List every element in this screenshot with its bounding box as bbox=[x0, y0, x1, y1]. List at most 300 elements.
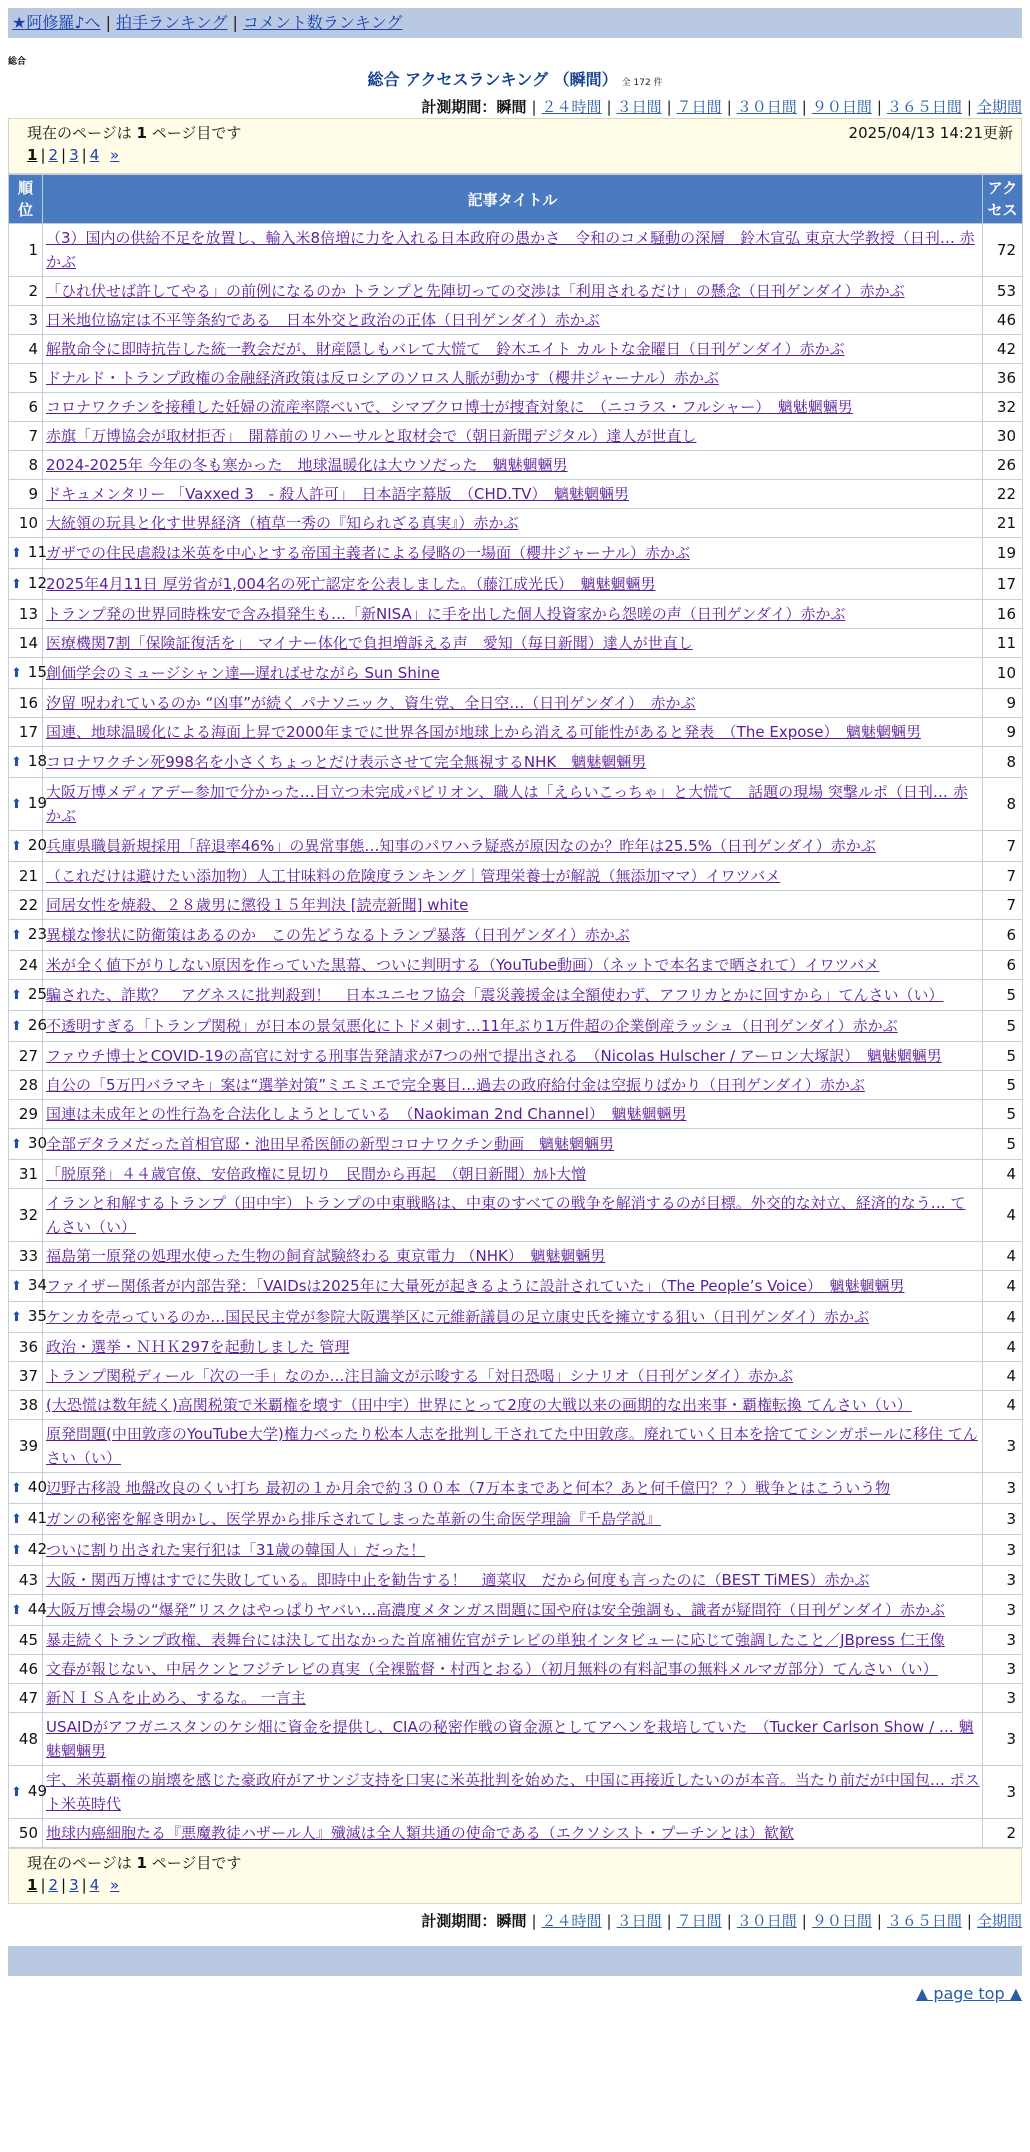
table-row bbox=[9, 1655, 1023, 1684]
table-row bbox=[9, 1302, 1023, 1333]
table-row bbox=[9, 980, 1023, 1011]
rank-cell bbox=[9, 509, 43, 538]
title-cell bbox=[43, 569, 983, 600]
article-title-link[interactable]: 宇、米英覇権の崩壊を感じた豪政府がアサンジ支持を口実に米英批判を始めた、中国に再接近したいのが本音。当たり前だが中国包… ポスト米英時代 bbox=[46, 1771, 980, 1813]
article-title-link[interactable]: 日米地位協定は不平等条約である 日本外交と政治の正体（日刊ゲンダイ）赤かぶ bbox=[46, 311, 600, 329]
article-title-link[interactable]: 米が全く値下がりしない原因を作っていた黒幕、ついに判明する（YouTube動画）（ネットで本名まで晒されて）イワツバメ bbox=[46, 956, 880, 974]
rank-number: 25 bbox=[27, 985, 47, 1003]
table-row bbox=[9, 1271, 1023, 1302]
up-arrow-icon: ⬆ bbox=[11, 797, 22, 812]
rank-cell bbox=[9, 1391, 43, 1420]
article-title-link[interactable]: 2025年4月11日 厚労省が1,004名の死亡認定を公表しました。（藤江成光氏） 魑魅魍魎男 bbox=[46, 575, 656, 593]
article-title-link[interactable]: （これだけは避けたい添加物）人工甘味料の危険度ランキング｜管理栄養士が解説（無添加ママ）イワツバメ bbox=[46, 867, 781, 885]
access-count: 6 bbox=[983, 951, 1023, 980]
article-title-link[interactable]: 異様な惨状に防衛策はあるのか この先どうなるトランプ暴落（日刊ゲンダイ）赤かぶ bbox=[46, 926, 630, 944]
access-count: 5 bbox=[983, 1100, 1023, 1129]
table-row bbox=[9, 277, 1023, 306]
title-cell bbox=[43, 393, 983, 422]
access-count: 5 bbox=[983, 1071, 1023, 1100]
article-title-link[interactable]: 赤旗「万博協会が取材拒否」 開幕前のリハーサルと取材会で（朝日新聞デジタル）達人が世直し bbox=[46, 427, 697, 445]
article-title-link[interactable]: 新ＮＩＳＡを止めろ、するな。 一言主 bbox=[46, 1689, 306, 1707]
table-row bbox=[9, 1473, 1023, 1504]
rank-number: 11 bbox=[27, 543, 47, 561]
up-arrow-icon: ⬆ bbox=[11, 1310, 22, 1325]
access-count: 3 bbox=[983, 1420, 1023, 1473]
period-option[interactable]: ２４時間 bbox=[541, 98, 602, 116]
period-option[interactable]: ３日間 bbox=[616, 1912, 662, 1930]
article-title-link[interactable]: ドキュメンタリー 「Vaxxed 3 - 殺人許可」 日本語字幕版 （CHD.TV） 魑魅魍魎男 bbox=[46, 485, 629, 503]
period-separator: | bbox=[801, 1912, 807, 1930]
pager-page-link[interactable]: 4 bbox=[89, 1876, 100, 1894]
rank-number: 32 bbox=[18, 1206, 38, 1224]
title-cell bbox=[43, 509, 983, 538]
article-title-link[interactable]: 大阪・関西万博はすでに失敗している。即時中止を勧告する！ 適菜収 だから何度も言ったのに（BEST TiMES）赤かぶ bbox=[46, 1571, 870, 1589]
period-separator: | bbox=[966, 98, 972, 116]
article-title-link[interactable]: 辺野古移設 地盤改良のくい打ち 最初の１か月余で約３００本（7万本まであと何本？あと何千億円？？）戦争とはこういう物 bbox=[46, 1479, 891, 1497]
article-title-link[interactable]: USAIDがアフガニスタンのケシ畑に資金を提供し、CIAの秘密作戦の資金源としてアヘンを栽培していた （Tucker Carlson Show / … 魑魅魍魎男 bbox=[46, 1718, 974, 1760]
up-arrow-icon: ⬆ bbox=[11, 577, 22, 592]
up-arrow-icon: ⬆ bbox=[11, 1785, 22, 1800]
title-cell bbox=[43, 1566, 983, 1595]
rank-number: 8 bbox=[28, 456, 38, 474]
access-count: 2 bbox=[983, 1819, 1023, 1848]
access-count: 3 bbox=[983, 1626, 1023, 1655]
ranking-table bbox=[8, 174, 1023, 1848]
title-cell bbox=[43, 1473, 983, 1504]
rank-number: 34 bbox=[27, 1276, 47, 1294]
period-option[interactable]: ３０日間 bbox=[736, 98, 797, 116]
article-title-link[interactable]: ファウチ博士とCOVID-19の高官に対する刑事告発請求が7つの州で提出される （Nicolas Hulscher / アーロン大塚訳） 魑魅魍魎男 bbox=[46, 1047, 942, 1065]
title-cell bbox=[43, 422, 983, 451]
rank-number: 29 bbox=[18, 1105, 38, 1123]
article-title-link[interactable]: ケンカを売っているのか…国民民主党が参院大阪選挙区に元維新議員の足立康史氏を擁立する狙い（日刊ゲンダイ）赤かぶ bbox=[46, 1308, 870, 1326]
rank-number: 15 bbox=[27, 663, 47, 681]
article-title-link[interactable]: 地球内癌細胞たる『悪魔教徒ハザール人』殲滅は全人類共通の使命である（エクソシスト・プーチンとは）歓歓 bbox=[46, 1824, 795, 1842]
article-title-link[interactable]: 「脱原発」４４歳官僚、安倍政権に見切り 民間から再起 （朝日新聞）ｶﾙﾄ大憎 bbox=[46, 1165, 587, 1183]
rank-cell bbox=[9, 1684, 43, 1713]
rank-number: 18 bbox=[27, 752, 47, 770]
rank-cell bbox=[9, 600, 43, 629]
rank-cell bbox=[9, 364, 43, 393]
access-header: アクセス bbox=[983, 175, 1023, 224]
table-row bbox=[9, 451, 1023, 480]
pager-page-link[interactable]: 4 bbox=[89, 146, 100, 164]
article-title-link[interactable]: 騙された、詐欺？ アグネスに批判殺到！ 日本ユニセフ協会「震災義援金は全額使わず、アフリカとかに回すから」てんさい（い） bbox=[46, 986, 944, 1004]
access-count: 6 bbox=[983, 920, 1023, 951]
rank-number: 50 bbox=[18, 1824, 38, 1842]
rank-cell bbox=[9, 1271, 47, 1302]
pager-top bbox=[27, 144, 1013, 166]
rank-cell bbox=[9, 1129, 47, 1160]
up-arrow-icon: ⬆ bbox=[11, 928, 22, 943]
rank-cell bbox=[9, 1242, 43, 1271]
access-count: 5 bbox=[983, 1011, 1023, 1042]
article-title-link[interactable]: 医療機関7割「保険証復活を」 マイナー体化で負担増訴える声 愛知（毎日新聞）達人が世直し bbox=[46, 634, 693, 652]
rank-cell bbox=[9, 451, 43, 480]
pager-next-link[interactable]: » bbox=[110, 146, 120, 164]
access-count: 3 bbox=[983, 1766, 1023, 1819]
access-count: 22 bbox=[983, 480, 1023, 509]
article-title-link[interactable]: 政治・選挙・ＮＨＫ297を起動しました 管理 bbox=[46, 1338, 350, 1356]
access-count: 42 bbox=[983, 335, 1023, 364]
access-count: 3 bbox=[983, 1566, 1023, 1595]
rank-cell bbox=[9, 951, 43, 980]
rank-number: 43 bbox=[18, 1571, 38, 1589]
rank-cell bbox=[9, 335, 43, 364]
rank-number: 6 bbox=[28, 398, 38, 416]
top-nav-bar bbox=[8, 8, 1022, 38]
table-row bbox=[9, 1129, 1023, 1160]
period-option[interactable]: 全期間 bbox=[976, 98, 1022, 116]
pager-separator: | bbox=[81, 146, 87, 164]
page-title-row bbox=[0, 70, 1030, 90]
rank-cell bbox=[9, 778, 47, 831]
rank-cell bbox=[9, 1595, 47, 1626]
article-title-link[interactable]: ガザでの住民虐殺は米英を中心とする帝国主義者による侵略の一場面（櫻井ジャーナル）赤かぶ bbox=[46, 544, 690, 562]
access-count: 7 bbox=[983, 891, 1023, 920]
rank-number: 49 bbox=[27, 1782, 47, 1800]
period-option[interactable]: ７日間 bbox=[676, 98, 722, 116]
pager-current-page: 1 bbox=[27, 146, 38, 164]
period-separator: | bbox=[876, 98, 882, 116]
title-cell bbox=[43, 1242, 983, 1271]
rank-number: 23 bbox=[27, 925, 47, 943]
article-title-link[interactable]: コロナワクチン死998名を小さくちょっとだけ表示させて完全無視するNHK 魑魅魍魎男 bbox=[46, 753, 647, 771]
access-count: 46 bbox=[983, 306, 1023, 335]
table-row bbox=[9, 1504, 1023, 1535]
article-title-link[interactable]: 大阪万博会場の“爆発”リスクはやっぱりヤバい…高濃度メタンガス問題に国や府は安全強調も、識者が疑問符（日刊ゲンダイ）赤かぶ bbox=[46, 1601, 946, 1619]
period-option[interactable]: ３６５日間 bbox=[886, 1912, 962, 1930]
article-title-link[interactable]: 国連は未成年との性行為を合法化しようとしている （Naokiman 2nd Channel） 魑魅魍魎男 bbox=[46, 1105, 687, 1123]
period-option[interactable]: ３６５日間 bbox=[886, 98, 962, 116]
access-count: 9 bbox=[983, 689, 1023, 718]
article-title-link[interactable]: 「ひれ伏せば許してやる」の前例になるのか トランプと先陣切っての交渉は「利用されるだけ」の懸念（日刊ゲンダイ）赤かぶ bbox=[46, 282, 905, 300]
table-row bbox=[9, 600, 1023, 629]
article-title-link[interactable]: コロナワクチンを接種した妊婦の流産率際べいで、シマブクロ博士が捜査対象に （ニコラス・フルシャー） 魑魅魍魎男 bbox=[46, 398, 853, 416]
table-row bbox=[9, 747, 1023, 778]
table-row bbox=[9, 335, 1023, 364]
title-cell bbox=[43, 1271, 983, 1302]
article-title-link[interactable]: 全部デタラメだった首相官邸・池田早希医師の新型コロナワクチン動画 魑魅魍魎男 bbox=[46, 1135, 615, 1153]
title-cell bbox=[43, 1420, 983, 1473]
table-row bbox=[9, 1160, 1023, 1189]
rank-number: 12 bbox=[27, 574, 47, 592]
clap-ranking-link[interactable]: 拍手ランキング bbox=[115, 13, 228, 32]
access-count: 7 bbox=[983, 862, 1023, 891]
rank-cell bbox=[9, 569, 47, 600]
rank-number: 42 bbox=[27, 1540, 47, 1558]
table-row bbox=[9, 1595, 1023, 1626]
access-count: 32 bbox=[983, 393, 1023, 422]
article-title-link[interactable]: 解散命令に即時抗告した統一教会だが、財産隠しもバレて大慌て 鈴木エイト カルトな金曜日（日刊ゲンダイ）赤かぶ bbox=[46, 340, 845, 358]
pager-separator: | bbox=[81, 1876, 87, 1894]
table-row bbox=[9, 778, 1023, 831]
rank-cell bbox=[9, 1333, 43, 1362]
pager-page-link[interactable]: 3 bbox=[69, 146, 79, 164]
up-arrow-icon: ⬆ bbox=[11, 1512, 22, 1527]
title-cell bbox=[43, 538, 983, 569]
pager-page-link[interactable]: 2 bbox=[48, 146, 59, 164]
rank-cell bbox=[9, 538, 47, 569]
rank-number: 22 bbox=[18, 896, 38, 914]
access-count: 3 bbox=[983, 1595, 1023, 1626]
period-option[interactable]: ３０日間 bbox=[736, 1912, 797, 1930]
title-cell bbox=[43, 980, 983, 1011]
title-cell bbox=[43, 451, 983, 480]
period-separator: | bbox=[606, 98, 612, 116]
access-count: 4 bbox=[983, 1333, 1023, 1362]
period-separator: | bbox=[531, 98, 537, 116]
rank-number: 5 bbox=[28, 369, 38, 387]
access-count: 11 bbox=[983, 629, 1023, 658]
rank-cell bbox=[9, 1504, 47, 1535]
table-row bbox=[9, 718, 1023, 747]
article-title-link[interactable]: 同居女性を焼殺、２８歳男に懲役１５年判決 [読売新聞] white bbox=[46, 896, 469, 914]
period-option[interactable]: 全期間 bbox=[976, 1912, 1022, 1930]
current-page-text: 現在のページは 1 ページ目です bbox=[27, 1854, 242, 1872]
title-cell bbox=[43, 718, 983, 747]
title-cell bbox=[43, 831, 983, 862]
period-option[interactable]: ７日間 bbox=[676, 1912, 722, 1930]
table-row bbox=[9, 1684, 1023, 1713]
section-label: 総合 bbox=[8, 57, 27, 67]
table-row bbox=[9, 306, 1023, 335]
rank-number: 10 bbox=[18, 514, 38, 532]
access-count: 26 bbox=[983, 451, 1023, 480]
table-row bbox=[9, 1011, 1023, 1042]
rank-cell bbox=[9, 1819, 43, 1848]
table-row bbox=[9, 569, 1023, 600]
rank-number: 39 bbox=[18, 1437, 38, 1455]
up-arrow-icon: ⬆ bbox=[11, 839, 22, 854]
period-list bbox=[496, 98, 1022, 116]
bottom-bar bbox=[8, 1946, 1022, 1976]
article-title-link[interactable]: トランプ発の世界同時株安で含み損発生も…「新NISA」に手を出した個人投資家から怨嗟の声（日刊ゲンダイ）赤かぶ bbox=[46, 605, 846, 623]
table-row bbox=[9, 224, 1023, 277]
title-cell bbox=[43, 480, 983, 509]
access-count: 36 bbox=[983, 364, 1023, 393]
rank-number: 7 bbox=[28, 427, 38, 445]
rank-cell bbox=[9, 1420, 43, 1473]
rank-number: 36 bbox=[18, 1338, 38, 1356]
rank-number: 26 bbox=[27, 1016, 47, 1034]
rank-cell bbox=[9, 1655, 43, 1684]
article-title-link[interactable]: 兵庫県職員新規採用「辞退率46%」の異常事態…知事のパワハラ疑惑が原因なのか？昨年は25.5%（日刊ゲンダイ）赤かぶ bbox=[46, 837, 876, 855]
rank-cell bbox=[9, 689, 43, 718]
article-title-link[interactable]: ファイザー関係者が内部告発：「VAIDsは2025年に大量死が起きるように設計されていた」（The People’s Voice） 魑魅魍魎男 bbox=[46, 1277, 905, 1295]
up-arrow-icon: ⬆ bbox=[11, 546, 22, 561]
nav-separator: | bbox=[105, 13, 111, 32]
period-option[interactable]: ９０日間 bbox=[811, 98, 872, 116]
title-cell bbox=[43, 891, 983, 920]
access-count: 3 bbox=[983, 1535, 1023, 1566]
pager-separator: | bbox=[40, 146, 46, 164]
table-row bbox=[9, 1362, 1023, 1391]
article-title-link[interactable]: 自公の「5万円バラマキ」案は“選挙対策”ミエミエで完全裏目…過去の政府給付金は空振りばかり（日刊ゲンダイ）赤かぶ bbox=[46, 1076, 865, 1094]
rank-number: 2 bbox=[28, 282, 38, 300]
page-info-bottom bbox=[8, 1848, 1022, 1904]
pager-next-link[interactable]: » bbox=[110, 1876, 120, 1894]
rank-cell bbox=[9, 862, 43, 891]
access-count: 8 bbox=[983, 747, 1023, 778]
title-cell bbox=[43, 1189, 983, 1242]
rank-cell bbox=[9, 980, 47, 1011]
period-separator: | bbox=[801, 98, 807, 116]
table-row bbox=[9, 422, 1023, 451]
comment-ranking-link[interactable]: コメント数ランキング bbox=[242, 13, 403, 32]
title-cell bbox=[43, 1011, 983, 1042]
table-row bbox=[9, 891, 1023, 920]
access-count: 4 bbox=[983, 1391, 1023, 1420]
pager-current-page: 1 bbox=[27, 1876, 38, 1894]
rank-number: 35 bbox=[27, 1307, 47, 1325]
article-title-link[interactable]: 創価学会のミュージシャン達―遅ればせながら Sun Shine bbox=[46, 664, 440, 682]
table-row bbox=[9, 1819, 1023, 1848]
article-title-link[interactable]: ついに割り出された実行犯は「31歳の韓国人」だった！ bbox=[46, 1541, 426, 1559]
rank-cell bbox=[9, 1473, 47, 1504]
period-option: 瞬間 bbox=[496, 1912, 527, 1930]
rank-number: 47 bbox=[18, 1689, 38, 1707]
title-cell bbox=[43, 1626, 983, 1655]
title-cell bbox=[43, 1071, 983, 1100]
page-top-link[interactable]: ▲ page top ▲ bbox=[915, 1984, 1022, 2003]
up-arrow-icon: ⬆ bbox=[11, 1481, 22, 1496]
home-link[interactable]: ★阿修羅♪へ bbox=[12, 13, 101, 32]
period-option[interactable]: ３日間 bbox=[616, 98, 662, 116]
article-title-link[interactable]: 原発問題(中田敦彦のYouTube大学)権力べったり松本人志を批判し干されてた中田敦彦。廃れていく日本を捨ててシンガポールに移住 てんさい（い） bbox=[46, 1425, 978, 1467]
article-title-link[interactable]: 2024-2025年 今年の冬も寒かった 地球温暖化は大ウソだった 魑魅魍魎男 bbox=[46, 456, 568, 474]
table-row bbox=[9, 658, 1023, 689]
article-title-link[interactable]: 暴走続くトランプ政権、表舞台には決して出なかった首席補佐官がテレビの単独インタビューに応じて強調したこと／JBpress 仁王像 bbox=[46, 1631, 945, 1649]
rank-cell bbox=[9, 891, 43, 920]
access-count: 5 bbox=[983, 980, 1023, 1011]
rank-number: 3 bbox=[28, 311, 38, 329]
title-cell bbox=[43, 306, 983, 335]
table-row bbox=[9, 1071, 1023, 1100]
rank-cell bbox=[9, 277, 43, 306]
rank-cell bbox=[9, 1071, 43, 1100]
title-cell bbox=[43, 1129, 983, 1160]
rank-number: 4 bbox=[28, 340, 38, 358]
access-count: 3 bbox=[983, 1713, 1023, 1766]
rank-number: 13 bbox=[18, 605, 38, 623]
rank-cell bbox=[9, 1566, 43, 1595]
access-count: 19 bbox=[983, 538, 1023, 569]
period-option[interactable]: ９０日間 bbox=[811, 1912, 872, 1930]
period-label: 計測期間： bbox=[421, 1912, 497, 1930]
ranking-body bbox=[9, 224, 1023, 1848]
title-cell bbox=[43, 1333, 983, 1362]
rank-cell bbox=[9, 831, 47, 862]
title-cell bbox=[43, 658, 983, 689]
article-title-link[interactable]: (大恐慌は数年続く)高関税策で米覇権を壊す（田中宇）世界にとって2度の大戦以来の画期的な出来事・覇権転換 てんさい（い） bbox=[46, 1396, 912, 1414]
rank-cell bbox=[9, 920, 47, 951]
table-row bbox=[9, 831, 1023, 862]
title-cell bbox=[43, 951, 983, 980]
title-cell bbox=[43, 1819, 983, 1848]
table-row bbox=[9, 364, 1023, 393]
title-cell bbox=[43, 335, 983, 364]
title-cell bbox=[43, 1684, 983, 1713]
article-title-link[interactable]: 福島第一原発の処理水使った生物の飼育試験終わる 東京電力 （NHK） 魑魅魍魎男 bbox=[46, 1247, 606, 1265]
up-arrow-icon: ⬆ bbox=[11, 666, 22, 681]
access-count: 9 bbox=[983, 718, 1023, 747]
period-separator: | bbox=[876, 1912, 882, 1930]
title-header: 記事タイトル bbox=[43, 175, 983, 224]
rank-number: 44 bbox=[27, 1600, 47, 1618]
article-title-link[interactable]: 大統領の玩具と化す世界経済（植草一秀の『知られざる真実』）赤かぶ bbox=[46, 514, 519, 532]
rank-cell bbox=[9, 1042, 43, 1071]
table-row bbox=[9, 538, 1023, 569]
title-cell bbox=[43, 920, 983, 951]
page-title: 総合 アクセスランキング （瞬間） bbox=[367, 70, 618, 89]
rank-cell bbox=[9, 1535, 47, 1566]
rank-number: 46 bbox=[18, 1660, 38, 1678]
article-title-link[interactable]: 汐留 呪われているのか “凶事”が続く パナソニック、資生党、全日空…（日刊ゲンダイ） 赤かぶ bbox=[46, 694, 696, 712]
up-arrow-icon: ⬆ bbox=[11, 1603, 22, 1618]
current-page-text: 現在のページは 1 ページ目です bbox=[27, 124, 242, 142]
rank-number: 24 bbox=[18, 956, 38, 974]
rank-cell bbox=[9, 480, 43, 509]
access-count: 4 bbox=[983, 1271, 1023, 1302]
rank-number: 48 bbox=[18, 1730, 38, 1748]
article-title-link[interactable]: （3）国内の供給不足を放置し、輸入米8倍増に力を入れる日本政府の愚かさ 令和のコメ騒動の深層 鈴木宣弘 東京大学教授（日刊… 赤かぶ bbox=[46, 229, 975, 271]
article-title-link[interactable]: 大阪万博メディアデー参加で分かった…目立つ未完成パビリオン、職人は「えらいこっちゃ」と大慌て 話題の現場 突撃ルポ（日刊… 赤かぶ bbox=[46, 783, 968, 825]
article-title-link[interactable]: ドナルド・トランプ政権の金融経済政策は反ロシアのソロス人脈が動かす（櫻井ジャーナル）赤かぶ bbox=[46, 369, 719, 387]
up-arrow-icon: ⬆ bbox=[11, 1019, 22, 1034]
rank-cell bbox=[9, 747, 47, 778]
rank-number: 16 bbox=[18, 694, 38, 712]
rank-cell bbox=[9, 306, 43, 335]
article-title-link[interactable]: イランと和解するトランプ（田中宇）トランプの中東戦略は、中東のすべての戦争を解消するのが目標。外交的な対立、経済的なう… てんさい（い） bbox=[46, 1194, 966, 1236]
access-count: 3 bbox=[983, 1473, 1023, 1504]
updated-time: 2025/04/13 14:21更新 bbox=[848, 124, 1013, 142]
up-arrow-icon: ⬆ bbox=[11, 1279, 22, 1294]
article-title-link[interactable]: 不透明すぎる「トランプ関税」が日本の景気悪化にトドメ刺す…11年ぶり1万件超の企業倒産ラッシュ（日刊ゲンダイ）赤かぶ bbox=[46, 1017, 898, 1035]
table-row bbox=[9, 1391, 1023, 1420]
pager-page-link[interactable]: 2 bbox=[48, 1876, 59, 1894]
period-separator: | bbox=[666, 98, 672, 116]
access-count: 16 bbox=[983, 600, 1023, 629]
title-cell bbox=[43, 1362, 983, 1391]
pager-page-link[interactable]: 3 bbox=[69, 1876, 79, 1894]
access-count: 4 bbox=[983, 1242, 1023, 1271]
article-title-link[interactable]: トランプ関税ディール「次の一手」なのか…注目論文が示唆する「対日恐喝」シナリオ（日刊ゲンダイ）赤かぶ bbox=[46, 1367, 794, 1385]
article-title-link[interactable]: 文春が報じない、中居クンとフジテレビの真実（全裸監督・村西とおる）（初月無料の有料記事の無料メルマガ部分）てんさい（い） bbox=[46, 1660, 938, 1678]
article-title-link[interactable]: ガンの秘密を解き明かし、医学界から排斥されてしまった革新の生命医学理論『千島学説』 bbox=[46, 1510, 662, 1528]
access-count: 4 bbox=[983, 1362, 1023, 1391]
title-cell bbox=[43, 1535, 983, 1566]
period-separator: | bbox=[966, 1912, 972, 1930]
period-selector-top bbox=[0, 96, 1022, 118]
pager-separator: | bbox=[61, 146, 67, 164]
title-cell bbox=[43, 1100, 983, 1129]
rank-number: 38 bbox=[18, 1396, 38, 1414]
title-cell bbox=[43, 1042, 983, 1071]
article-title-link[interactable]: 国連、地球温暖化による海面上昇で2000年までに世界各国が地球上から消える可能性があると発表 （The Expose） 魑魅魍魎男 bbox=[46, 723, 921, 741]
access-count: 8 bbox=[983, 778, 1023, 831]
title-cell bbox=[43, 1595, 983, 1626]
period-option[interactable]: ２４時間 bbox=[541, 1912, 602, 1930]
table-row bbox=[9, 480, 1023, 509]
rank-cell bbox=[9, 1362, 43, 1391]
rank-number: 27 bbox=[18, 1047, 38, 1065]
access-count: 3 bbox=[983, 1655, 1023, 1684]
pager-bottom bbox=[27, 1874, 1013, 1896]
table-row bbox=[9, 920, 1023, 951]
title-cell bbox=[43, 1391, 983, 1420]
title-cell bbox=[43, 364, 983, 393]
